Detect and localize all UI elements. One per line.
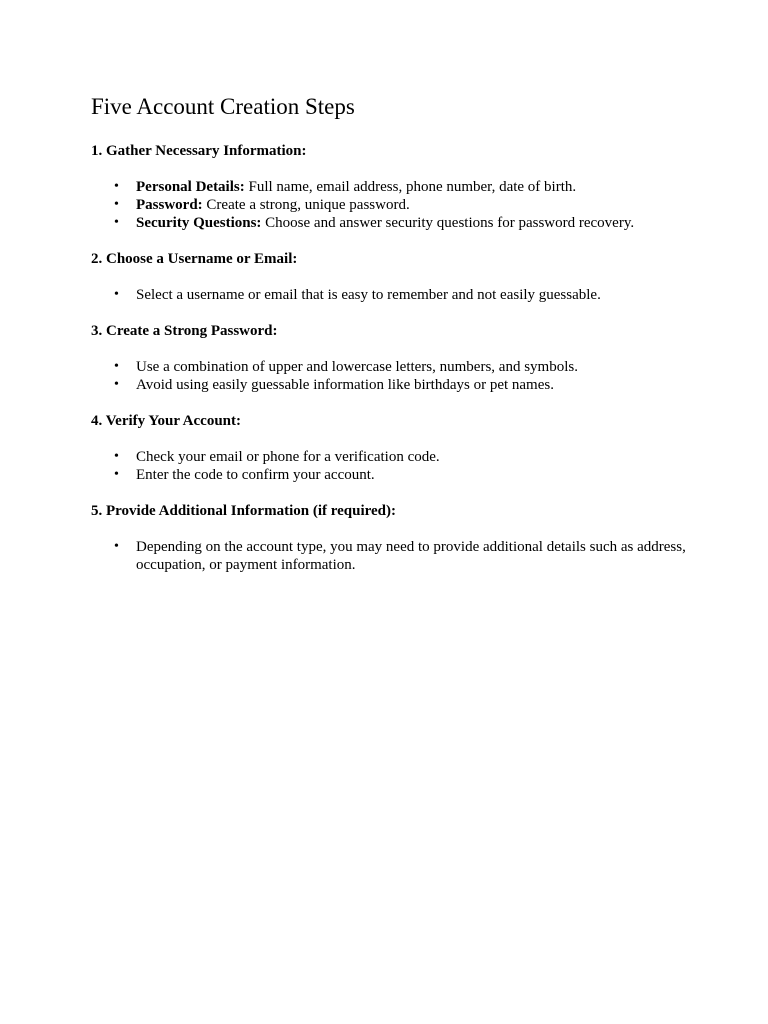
- item-text: Enter the code to confirm your account.: [136, 467, 375, 483]
- list-item: [114, 286, 691, 304]
- list-item: [114, 358, 691, 376]
- item-label: Personal Details:: [136, 179, 245, 195]
- list-item: [114, 466, 691, 484]
- bullet-icon: •: [114, 377, 119, 392]
- section-4: [91, 412, 691, 484]
- section-heading: 4. Verify Your Account:: [91, 413, 241, 429]
- list-item: [114, 196, 691, 214]
- item-text: Choose and answer security questions for password recovery.: [261, 215, 635, 231]
- list-item: [114, 376, 691, 394]
- list-item: [114, 178, 691, 196]
- item-text: Use a combination of upper and lowercase letters, numbers, and symbols.: [136, 359, 578, 375]
- section-heading: 1. Gather Necessary Information:: [91, 143, 307, 159]
- bullet-icon: •: [114, 287, 119, 302]
- document-page: [91, 92, 691, 592]
- bullet-icon: •: [114, 215, 119, 230]
- item-text: Check your email or phone for a verification code.: [136, 449, 440, 465]
- item-text: Avoid using easily guessable information like birthdays or pet names.: [136, 377, 554, 393]
- section-heading: 2. Choose a Username or Email:: [91, 251, 298, 267]
- bullet-icon: •: [114, 179, 119, 194]
- document-title: Five Account Creation Steps: [91, 94, 355, 119]
- section-1: [91, 142, 691, 232]
- item-label: Password:: [136, 197, 203, 213]
- item-text: Create a strong, unique password.: [202, 197, 410, 213]
- list-item: [114, 448, 691, 466]
- bullet-icon: •: [114, 449, 119, 464]
- bullet-list: [91, 358, 691, 394]
- section-5: [91, 502, 691, 574]
- bullet-list: [91, 538, 691, 574]
- item-text: Select a username or email that is easy to remember and not easily guessable.: [136, 287, 601, 303]
- item-text: Depending on the account type, you may need to provide additional details such as address, occupation, or payment information.: [136, 539, 686, 573]
- bullet-icon: •: [114, 539, 119, 554]
- bullet-icon: •: [114, 467, 119, 482]
- list-item: [114, 538, 691, 574]
- section-2: [91, 250, 691, 304]
- section-3: [91, 322, 691, 394]
- bullet-icon: •: [114, 197, 119, 212]
- section-heading: 3. Create a Strong Password:: [91, 323, 278, 339]
- bullet-list: [91, 448, 691, 484]
- section-heading: 5. Provide Additional Information (if required):: [91, 503, 397, 519]
- item-label: Security Questions:: [136, 215, 262, 231]
- bullet-list: [91, 178, 691, 232]
- item-text: Full name, email address, phone number, date of birth.: [244, 179, 577, 195]
- bullet-list: [91, 286, 691, 304]
- list-item: [114, 214, 691, 232]
- bullet-icon: •: [114, 359, 119, 374]
